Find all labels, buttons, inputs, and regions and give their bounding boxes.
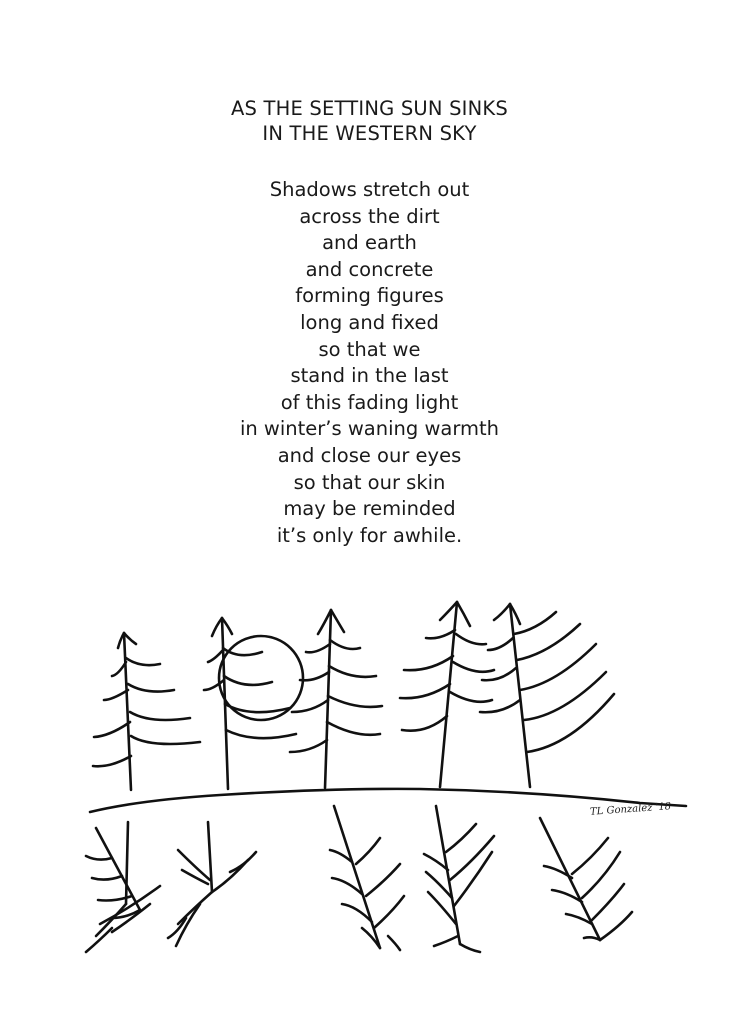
reflected-tree — [330, 806, 404, 950]
poem-line: stand in the last — [290, 364, 449, 388]
poem-line: across the dirt — [299, 204, 440, 228]
poem-line: forming figures — [295, 284, 444, 308]
reflected-tree — [168, 822, 256, 946]
poem-line: and concrete — [305, 257, 434, 281]
title-line: IN THE WESTERN SKY — [262, 122, 477, 145]
poem-line: it’s only for awhile. — [276, 523, 463, 547]
pine-tree — [400, 602, 494, 787]
poem-line: in winter’s waning warmth — [239, 417, 500, 441]
poem-line: of this fading light — [280, 390, 459, 414]
poem-line: so that our skin — [293, 470, 446, 494]
reflected-tree — [424, 806, 494, 952]
poem-line: long and fixed — [300, 310, 439, 334]
artist-signature: TL Gonzalez '18 — [589, 801, 672, 818]
reflected-tree — [86, 822, 160, 952]
title-line: AS THE SETTING SUN SINKS — [231, 97, 508, 120]
poem-line: may be reminded — [283, 497, 456, 521]
pine-tree — [204, 618, 296, 789]
poem-line: Shadows stretch out — [269, 178, 470, 201]
pine-tree — [290, 610, 382, 788]
reflected-tree — [540, 818, 632, 940]
pine-tree — [480, 604, 614, 787]
poem-line: and close our eyes — [277, 443, 462, 467]
pine-tree — [93, 633, 200, 790]
poem-line: and earth — [322, 231, 417, 255]
poem-line: so that we — [318, 337, 421, 361]
